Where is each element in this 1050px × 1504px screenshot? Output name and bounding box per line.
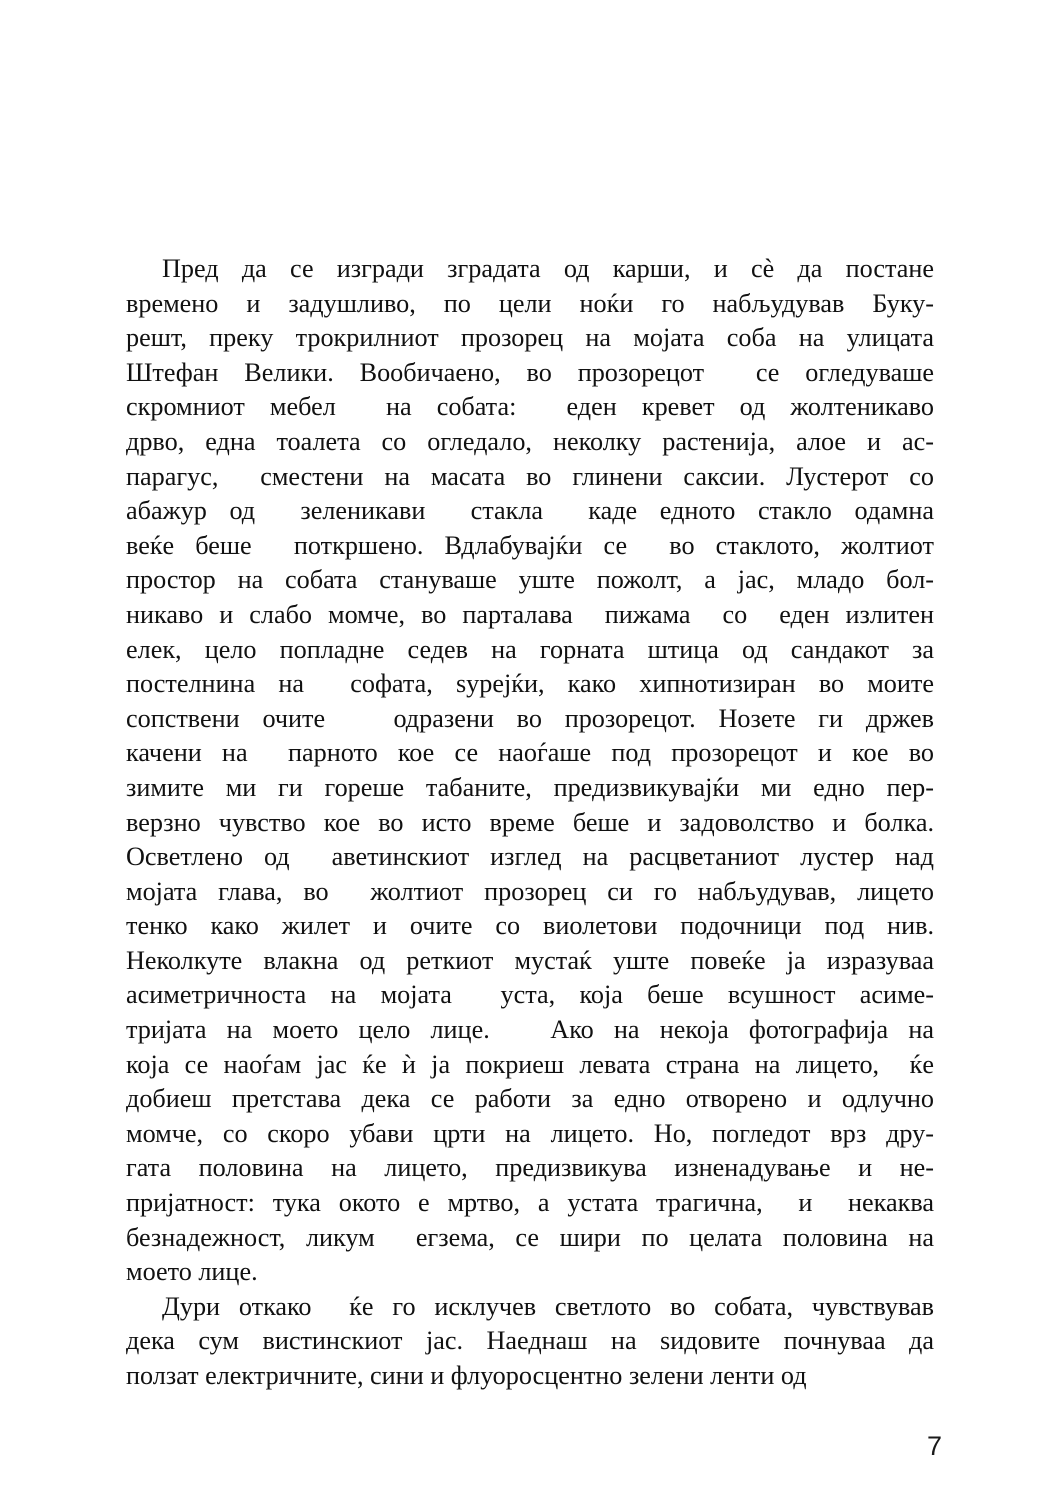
text-line: сопствени очите одразени во прозорецот. Нозете ги држев — [126, 703, 934, 733]
text-line: решт, преку трокрилниот прозорец на мојата соба на улицата — [126, 323, 934, 353]
text-line: која се наоѓам јас ќе ѝ ја покриеш левата страна на лицето, ќе — [126, 1049, 934, 1079]
text-line: парагус, сместени на масата во глинени саксии. Лустерот со — [126, 461, 934, 491]
text-line: асиметричноста на мојата уста, која беше всушност асиме- — [126, 980, 934, 1010]
text-line: пријатност: тука окото е мртво, а устата трагична, и некаква — [126, 1188, 934, 1218]
paragraph — [126, 252, 934, 1290]
text-line: моето лице. — [126, 1257, 258, 1287]
text-line: Пред да се изгради зградата од карши, и сè да постане — [162, 254, 934, 283]
text-line: зимите ми ги гореше табаните, предизвикувајќи ми едно пер- — [126, 772, 934, 802]
text-line: постелнина на софата, ѕурејќи, како хипнотизиран во моите — [126, 669, 934, 699]
text-line: абажур од зеленикави стакла каде едното стакло одамна — [126, 496, 934, 526]
text-line: безнадежност, ликум егзема, се шири по целата половина на — [126, 1222, 934, 1252]
text-line: простор на собата стануваше уште пожолт, а јас, младо бол- — [126, 565, 934, 595]
text-line: дека сум вистинскиот јас. Наеднаш на ѕидовите почнуваа да — [126, 1326, 934, 1356]
text-line: дрво, една тоалета со огледало, неколку растенија, алое и ас- — [126, 426, 934, 456]
text-line: елек, цело попладне седев на горната штица од сандакот за — [126, 634, 934, 664]
text-line: Осветлено од аветинскиот изглед на расцветаниот лустер над — [126, 842, 934, 872]
text-line: верзно чувство кое во исто време беше и задоволство и болка. — [126, 807, 934, 837]
text-line: тенко како жилет и очите со виолетови подочници под нив. — [126, 911, 934, 941]
paragraph — [126, 1290, 934, 1394]
text-line: Неколкуте влакна од реткиот мустаќ уште повеќе ја изразуваа — [126, 945, 934, 975]
body-text-column — [126, 252, 934, 1394]
text-line: добиеш претстава дека се работи за едно отворено и одлучно — [126, 1084, 934, 1114]
text-line: мојата глава, во жолтиот прозорец си го набљудував, лицето — [126, 876, 934, 906]
page-number: 7 — [926, 1431, 942, 1461]
text-line: скромниот мебел на собата: еден кревет од жолтеникаво — [126, 392, 934, 422]
text-line: гата половина на лицето, предизвикува изненадување и не- — [126, 1153, 934, 1183]
text-line: никаво и слабо момче, во парталава пижама со еден излитен — [126, 599, 934, 629]
text-line: Штефан Велики. Вообичаено, во прозорецот се огледуваше — [126, 357, 934, 387]
text-line: тријата на моето цело лице. Ако на некоја фотографија на — [126, 1015, 934, 1045]
text-line: ползат електричните, сини и флуоросцентно зелени ленти од — [126, 1361, 807, 1390]
text-line: момче, со скоро убави црти на лицето. Но, погледот врз дру- — [126, 1118, 934, 1148]
text-line: времено и задушливо, по цели ноќи го набљудував Буку- — [126, 288, 934, 318]
text-line: качени на парното кое се наоѓаше под прозорецот и кое во — [126, 738, 934, 768]
text-line: Дури откако ќе го исклучев светлото во собата, чувствував — [162, 1291, 934, 1321]
text-line: веќе беше поткршено. Вдлабувајќи се во стаклото, жолтиот — [126, 530, 934, 560]
